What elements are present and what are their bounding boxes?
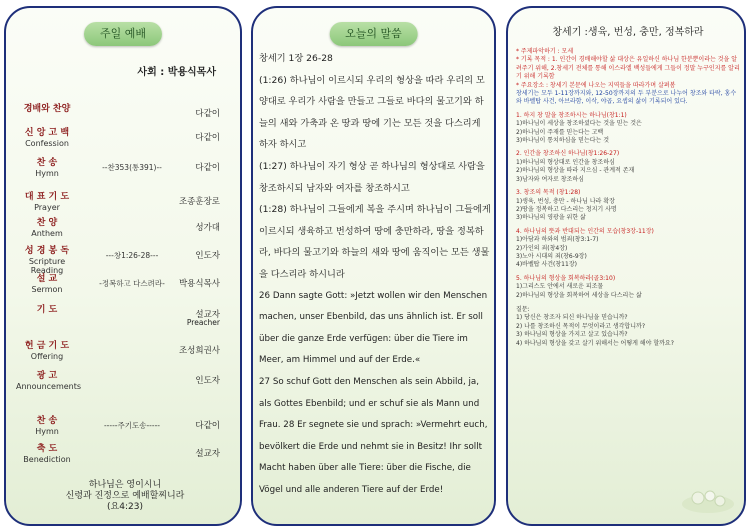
korean-verse: (1:26) 하나님이 이르시되 우리의 형상을 따라 우리의 모양대로 우리가 사람을 만들고 그들로 바다의 물고기와 하늘의 새와 가축과 온 땅과 땅에 기는 모든 것을 다스리게 하자 하시고 xyxy=(259,74,485,151)
order-label: 설 교 xyxy=(36,274,58,284)
question-item: 4) 하나님의 형상을 갖고 살기 위해서는 어떻게 해야 할까요? xyxy=(516,339,674,347)
notes-section xyxy=(516,228,740,270)
question-item: 2) 나를 창조하신 목적이 무엇이라고 생각합니까? xyxy=(516,322,646,330)
order-sub-label: Sermon xyxy=(31,285,63,294)
order-leader: 인도자 xyxy=(195,376,220,386)
order-label: 헌 금 기 도 xyxy=(24,341,70,351)
order-row xyxy=(6,218,242,242)
order-label: 경배와 찬양 xyxy=(23,104,71,114)
notes-section-heading: 1. 하지 창 말을 창조하시는 하나님(창1:1) xyxy=(516,111,627,119)
officiant: 사회 : 박용식목사 xyxy=(137,67,216,78)
order-detail: --찬353(통391)-- xyxy=(102,163,162,172)
notes-line: 3)남자와 여자로 창조하심 xyxy=(516,175,584,183)
order-leader: 설교자 xyxy=(195,449,220,459)
order-sub-label: Confession xyxy=(25,139,69,148)
order-row xyxy=(6,416,242,440)
notes-line: 2)가인의 죄(창4장) xyxy=(516,244,568,252)
notes-line: 2)땅을 정복하고 다스리는 청지기 사명 xyxy=(516,205,617,213)
notes-intro-label: * 주제파악하기 : 모세 xyxy=(516,48,574,55)
scripture-header: 오늘의 말씀 xyxy=(329,22,418,46)
notes-line: 1)하나님의 형상대로 인간을 창조하심 xyxy=(516,158,615,166)
order-row xyxy=(6,128,242,152)
notes-line: 3)노아 시대의 죄(창6-9장) xyxy=(516,252,587,260)
order-sub-label: Offering xyxy=(30,352,64,361)
notes-line: 1)생육, 번성, 충만 - 하나님 나라 확장 xyxy=(516,197,615,205)
notes-intro: * 기록 목적 : 1. 인간이 경배해야할 삶 대상은 유일하신 하나님 한분뿐이라는 것을 알려주기 위해, 2.창세기 전체를 통해 이스라엘 백성들에게 그들이 정말 누구인지를 알리기 위해 기록함 xyxy=(516,56,740,81)
questions-label: 질문: xyxy=(516,305,530,313)
order-leader: 박용식목사 xyxy=(178,279,220,289)
notes-line: 2)하나님의 형상을 회복하여 세상을 다스리는 삶 xyxy=(516,291,642,299)
notes-section xyxy=(516,275,740,300)
notes-section-heading: 5. 하나님의 형상을 회복하라(골3:10) xyxy=(516,274,616,282)
order-row xyxy=(6,192,242,216)
order-label: 광 고 xyxy=(36,371,58,381)
order-label: 대 표 기 도 xyxy=(24,192,70,202)
notes-line: 2)하나님이 주재를 믿는다는 고백 xyxy=(516,128,604,136)
order-row xyxy=(6,444,242,468)
order-sub-label: Benediction xyxy=(23,455,71,464)
order-row xyxy=(6,246,242,275)
korean-verse: (1:28) 하나님이 그들에게 복을 주시며 하나님이 그들에게 이르시되 생육하고 번성하여 땅에 충만하라, 땅을 정복하라, 바다의 물고기와 하늘의 새와 땅에 움직이는 모든 생물을 다스리라 하시니라 xyxy=(259,204,491,280)
order-leader: 조종훈장로 xyxy=(178,197,220,207)
order-label: 축 도 xyxy=(36,444,58,454)
order-sub-label: Prayer xyxy=(34,203,60,212)
questions-list xyxy=(516,314,740,348)
notes-sections xyxy=(516,112,740,300)
order-label: 찬 송 xyxy=(36,158,58,168)
flower-decoration-icon xyxy=(668,476,738,516)
closing-verse xyxy=(6,480,242,513)
order-sub-label: Anthem xyxy=(31,229,63,238)
notes-section xyxy=(516,150,740,184)
notes-line: 1)아담과 하와의 범죄(창3:1-7) xyxy=(516,236,599,244)
order-row xyxy=(6,371,242,395)
worship-header: 주일 예배 xyxy=(84,22,162,46)
order-detail: -정복하고 다스려라- xyxy=(99,279,165,288)
order-label: 성 경 봉 독 xyxy=(24,246,70,256)
order-row xyxy=(6,158,242,182)
order-detail: -----주기도송----- xyxy=(103,421,161,430)
order-leader: 인도자 xyxy=(195,251,220,261)
scripture-reference: 창세기 1장 26-28 xyxy=(259,53,333,64)
order-label: 신 앙 고 백 xyxy=(24,128,70,138)
order-row xyxy=(6,274,242,298)
sermon-title: 창세기 :생육, 번성, 충만, 정복하라 xyxy=(552,27,704,38)
order-leader: 다같이 xyxy=(195,421,220,431)
order-label: 찬 송 xyxy=(36,416,58,426)
order-row xyxy=(6,341,242,365)
sermon-notes xyxy=(516,48,740,348)
order-label: 기 도 xyxy=(36,305,58,315)
order-row xyxy=(6,104,242,128)
closing-line: 하나님은 영이시니 xyxy=(88,480,162,490)
question-item: 1) 당신은 창조자 되신 하나님을 믿습니까? xyxy=(516,314,628,322)
order-leader: 성가대 xyxy=(195,223,220,233)
notes-section-heading: 3. 창조의 목적 (창1:28) xyxy=(516,189,581,197)
order-sub-label: Hymn xyxy=(35,427,59,436)
order-leader: 조성희권사 xyxy=(178,346,220,356)
order-leader: 다같이 xyxy=(195,109,220,119)
order-row xyxy=(6,305,242,329)
notes-line: 3)하나님이 통치하심을 믿는다는 것 xyxy=(516,137,610,145)
worship-order-panel xyxy=(4,6,242,526)
korean-verse: (1:27) 하나님이 자기 형상 곧 하나님의 형상대로 사람을 창조하시되 남자와 여자를 창조하시고 xyxy=(259,160,485,194)
notes-line: 1)그리스도 안에서 새로운 피조물 xyxy=(516,283,604,291)
order-label: 찬 양 xyxy=(36,218,58,228)
order-sub-label: Announcements xyxy=(16,382,82,391)
closing-line: (요4:23) xyxy=(107,502,143,512)
notes-section xyxy=(516,112,740,146)
notes-line: 3)하나님의 영광을 위한 삶 xyxy=(516,214,586,222)
notes-line: 1)하나님이 세상을 창조하셨다는 것을 믿는 것은 xyxy=(516,120,642,128)
notes-line: 2)하나님의 형상을 따라 지으심 - 관계적 존재 xyxy=(516,167,635,175)
question-item: 3) 하나님의 형상을 가지고 살고 있습니까? xyxy=(516,331,628,339)
scripture-panel xyxy=(251,6,496,526)
notes-section-heading: 4. 하나님의 뜻과 반대되는 인간의 모습(창3장-11장) xyxy=(516,227,654,235)
order-sub-label: Scripture Reading xyxy=(28,257,66,275)
notes-line: 4)바벨탑 사건(창11장) xyxy=(516,261,577,269)
order-leader: 다같이 xyxy=(195,133,220,143)
order-leader-sub: Preacher xyxy=(186,318,220,327)
notes-section-heading: 2. 인간을 창조하신 하나님(창1:26-27) xyxy=(516,150,620,158)
closing-line: 신령과 진정으로 예배할찌니라 xyxy=(65,491,185,501)
german-verse: 26 Dann sagte Gott: »Jetzt wollen wir den Menschen machen, unser Ebenbild, das uns ähnlich ist. Er soll über die ganze Erde verfügen: über die Tiere im Meer, am Himmel und auf der Erde.« xyxy=(259,290,488,366)
german-verse: 27 So schuf Gott den Menschen als sein Abbild, ja, als Gottes Ebenbild; und er schuf sie als Mann und Frau. 28 Er segnete sie und sprach: »Vermehrt euch, bevölkert die Erde und nehmt sie in Besitz! Ihr sollt Macht haben über alle Tiere: über die Fische, die Vögel und alle anderen Tiere auf der Erde! xyxy=(259,376,488,495)
notes-intro: * 주요장소 : 창세기 본문에 나오는 지역들을 따라가며 살펴봄 xyxy=(516,81,676,89)
notes-intro: 창세기는 모두 1-11장까지와, 12-50장까지의 두 부분으로 나누어 창조와 타락, 홍수와 바벨탑 사건, 아브라함, 이삭, 야곱, 요셉의 삶이 기록되어 있다. xyxy=(516,90,737,106)
order-sub-label: Hymn xyxy=(35,169,59,178)
sermon-notes-panel xyxy=(506,6,746,526)
order-leader: 설교자 xyxy=(195,310,220,320)
notes-section xyxy=(516,189,740,223)
scripture-body xyxy=(259,48,492,501)
order-detail: ---창1:26-28--- xyxy=(105,251,159,260)
order-leader: 다같이 xyxy=(195,163,220,173)
